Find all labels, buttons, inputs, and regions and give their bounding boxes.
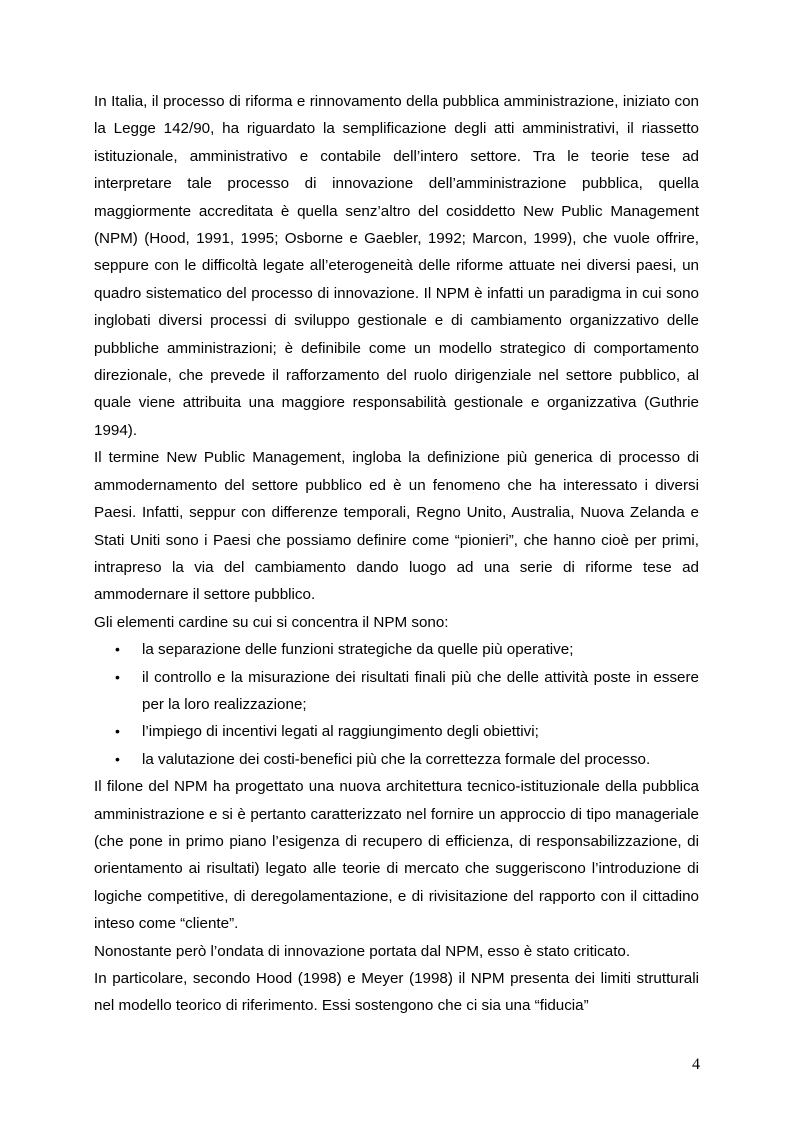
- list-item: [94, 746, 699, 773]
- bullet-icon: •: [115, 723, 120, 740]
- list-item: [94, 636, 699, 663]
- document-body: [94, 88, 699, 1020]
- list-item-text: la valutazione dei costi-benefici più che la correttezza formale del processo.: [142, 750, 651, 768]
- paragraph-italia-reform: In Italia, il processo di riforma e rinnovamento della pubblica amministrazione, iniziato con la Legge 142/90, ha riguardato la semplificazione degli atti amministrativi, il riassetto istituzionale, amministrativo e contabile dell’intero settore. Tra le teorie tese ad interpretare tale processo di innovazione dell’amministrazione pubblica, quella maggiormente accreditata è quella senz’altro del cosiddetto New Public Management (NPM) (Hood, 1991, 1995; Osborne e Gaebler, 1992; Marcon, 1999), che vuole offrire, seppure con le difficoltà legate all’eterogeneità delle riforme attuate nei diversi paesi, un quadro sistematico del processo di innovazione. Il NPM è infatti un paradigma in cui sono inglobati diversi processi di sviluppo gestionale e di cambiamento organizzativo delle pubbliche amministrazioni; è definibile come un modello strategico di comportamento direzionale, che prevede il rafforzamento del ruolo dirigenziale nel settore pubblico, al quale viene attribuita una maggiore responsabilità gestionale e organizzativa (Guthrie 1994).: [94, 93, 699, 439]
- bullet-icon: •: [115, 668, 120, 685]
- list-item-text: la separazione delle funzioni strategiche da quelle più operative;: [142, 641, 574, 659]
- paragraph-npm-term: Il termine New Public Management, ingloba la definizione più generica di processo di ammodernamento del settore pubblico ed è un fenomeno che ha interessato i diversi Paesi. Infatti, seppur con differenze temporali, Regno Unito, Australia, Nuova Zelanda e Stati Uniti sono i Paesi che possiamo definire come “pionieri”, che hanno cioè per primi, intrapreso la via del cambiamento dando luogo ad una serie di riforme tese ad ammodernare il settore pubblico.: [94, 449, 699, 604]
- list-item: [94, 664, 699, 719]
- page-number: 4: [692, 1056, 700, 1073]
- paragraph-npm-criticism: Nonostante però l’ondata di innovazione portata dal NPM, esso è stato criticato.: [94, 942, 631, 960]
- bullet-icon: •: [115, 750, 120, 767]
- list-item-text: il controllo e la misurazione dei risultati finali più che delle attività poste in essere per la loro realizzazione;: [142, 668, 699, 713]
- list-item: [94, 718, 699, 745]
- paragraph-npm-architecture: Il filone del NPM ha progettato una nuova architettura tecnico-istituzionale della pubblica amministrazione e si è pertanto caratterizzato nel fornire un approccio di tipo manageriale (che pone in primo piano l’esigenza di recupero di efficienza, di responsabilizzazione, di orientamento ai risultati) legato alle teorie di mercato che suggeriscono l’introduzione di logiche competitive, di deregolamentazione, e di rivisitazione del rapporto con il cittadino inteso come “cliente”.: [94, 778, 699, 933]
- npm-elements-list: [94, 636, 699, 773]
- bullet-icon: •: [115, 641, 120, 658]
- paragraph-npm-elements-intro: Gli elementi cardine su cui si concentra il NPM sono:: [94, 613, 449, 631]
- list-item-text: l’impiego di incentivi legati al raggiungimento degli obiettivi;: [142, 723, 539, 741]
- paragraph-hood-meyer: In particolare, secondo Hood (1998) e Meyer (1998) il NPM presenta dei limiti strutturali nel modello teorico di riferimento. Essi sostengono che ci sia una “fiducia”: [94, 970, 699, 1015]
